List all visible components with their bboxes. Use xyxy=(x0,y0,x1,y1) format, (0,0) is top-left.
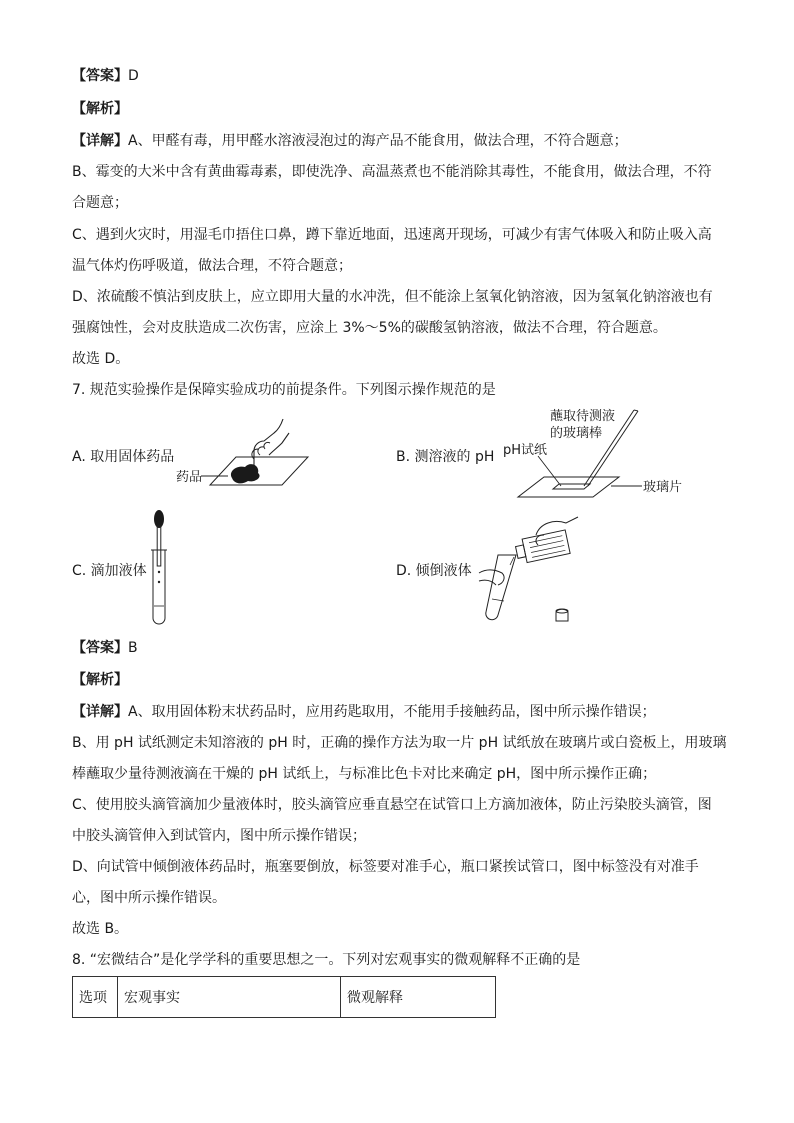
liquid-drop-2 xyxy=(158,581,160,583)
dropper-tube xyxy=(157,526,161,566)
q7-option-d: D. 倾倒液体 xyxy=(396,563,472,579)
liquid-drop-1 xyxy=(158,571,160,573)
bottle-body xyxy=(522,530,570,563)
label-rod-line1: 蘸取待测液 xyxy=(550,409,616,424)
q6-detail-c1: C、遇到火灾时，用湿毛巾捂住口鼻，蹲下靠近地面，迅速离开现场，可减少有害气体吸入和防止吸入高 xyxy=(72,227,712,243)
q7-detail-a xyxy=(72,703,656,721)
glass-slide xyxy=(518,477,619,497)
q6-detail-c2: 温气体灼伤呼吸道，做法合理，不符合题意； xyxy=(72,258,352,274)
dropper-bulb xyxy=(154,510,164,528)
figure-a-solid-drug xyxy=(170,415,315,495)
q6-choose: 故选 D。 xyxy=(72,351,130,367)
label-drug: 药品 xyxy=(176,470,203,485)
q6-detail-d1: D、浓硫酸不慎沾到皮肤上，应立即用大量的水冲洗，但不能涂上氢氧化钠溶液，因为氢氧化钠溶液也有 xyxy=(72,289,713,305)
q7-option-a: A. 取用固体药品 xyxy=(72,449,175,465)
solid-drug-pile xyxy=(231,464,260,483)
q7-choose: 故选 B。 xyxy=(72,921,129,937)
figure-c-dropper xyxy=(142,508,176,632)
table-header-row xyxy=(73,977,496,1018)
q8-table xyxy=(72,976,496,1018)
figure-b-ph-test xyxy=(498,404,722,504)
label-glass: 玻璃片 xyxy=(643,480,683,495)
wrist xyxy=(269,433,289,455)
label-ph-paper: pH试纸 xyxy=(503,443,548,458)
q7-detail-b2: 棒蘸取少量待测液滴在干燥的 pH 试纸上，与标准比色卡对比来确定 pH，图中所示操作正确； xyxy=(72,766,657,782)
header-micro-explanation: 微观解释 xyxy=(341,977,496,1018)
answer-tag: 【答案】 xyxy=(72,68,128,84)
q7-answer-line xyxy=(72,639,138,657)
test-tube xyxy=(153,550,165,624)
q7-option-b: B. 测溶液的 pH xyxy=(396,449,495,465)
q6-answer-line xyxy=(72,67,139,85)
stopper xyxy=(556,609,568,621)
q6-detail-b2: 合题意； xyxy=(72,195,128,211)
detail-text: A、甲醛有毒，用甲醛水溶液浸泡过的海产品不能食用，做法合理，不符合题意； xyxy=(128,133,628,149)
answer-value: B xyxy=(128,640,138,656)
q6-analysis-heading: 【解析】 xyxy=(72,101,128,117)
glass-rod-top xyxy=(634,410,638,411)
q6-detail-d2: 强腐蚀性，会对皮肤造成二次伤害，应涂上 3%～5%的碳酸氢钠溶液，做法不合理，符合题意。 xyxy=(72,320,667,336)
q7-detail-c1: C、使用胶头滴管滴加少量液体时，胶头滴管应垂直悬空在试管口上方滴加液体，防止污染胶头滴管，图 xyxy=(72,797,712,813)
q7-detail-d2: 心，图中所示操作错误。 xyxy=(72,890,226,906)
q7-detail-b1: B、用 pH 试纸测定未知溶液的 pH 时，正确的操作方法为取一片 pH 试纸放在玻璃片或白瓷板上，用玻璃 xyxy=(72,735,727,751)
answer-tag: 【答案】 xyxy=(72,640,128,656)
q6-detail-a xyxy=(72,132,628,150)
q7-detail-c2: 中胶头滴管伸入到试管内，图中所示操作错误； xyxy=(72,828,366,844)
q7-stem: 7. 规范实验操作是保障实验成功的前提条件。下列图示操作规范的是 xyxy=(72,382,496,398)
left-hand xyxy=(479,570,504,585)
detail-text: A、取用固体粉末状药品时，应用药匙取用，不能用手接触药品，图中所示操作错误； xyxy=(128,704,656,720)
figure-d-pouring xyxy=(474,515,584,625)
q8-stem: 8. “宏微结合”是化学学科的重要思想之一。下列对宏观事实的微观解释不正确的是 xyxy=(72,952,581,968)
header-macro-fact: 宏观事实 xyxy=(118,977,341,1018)
detail-tag: 【详解】 xyxy=(72,704,128,720)
q6-detail-b1: B、霉变的大米中含有黄曲霉毒素，即使洗净、高温蒸煮也不能消除其毒性，不能食用，做法合理，不符 xyxy=(72,164,712,180)
q7-option-c: C. 滴加液体 xyxy=(72,563,147,579)
test-tube-tilted xyxy=(486,555,516,620)
paper-sheet xyxy=(210,457,308,485)
detail-tag: 【详解】 xyxy=(72,133,128,149)
right-hand-top xyxy=(536,517,578,535)
q7-analysis-heading: 【解析】 xyxy=(72,672,128,688)
bottle-neck xyxy=(516,545,526,558)
header-option: 选项 xyxy=(73,977,118,1018)
ph-paper-leader xyxy=(538,456,561,486)
label-rod-line2: 的玻璃棒 xyxy=(550,426,603,441)
answer-value: D xyxy=(128,68,139,84)
q7-detail-d1: D、向试管中倾倒液体药品时，瓶塞要倒放，标签要对准手心，瓶口紧挨试管口，图中标签没有对准手 xyxy=(72,859,699,875)
